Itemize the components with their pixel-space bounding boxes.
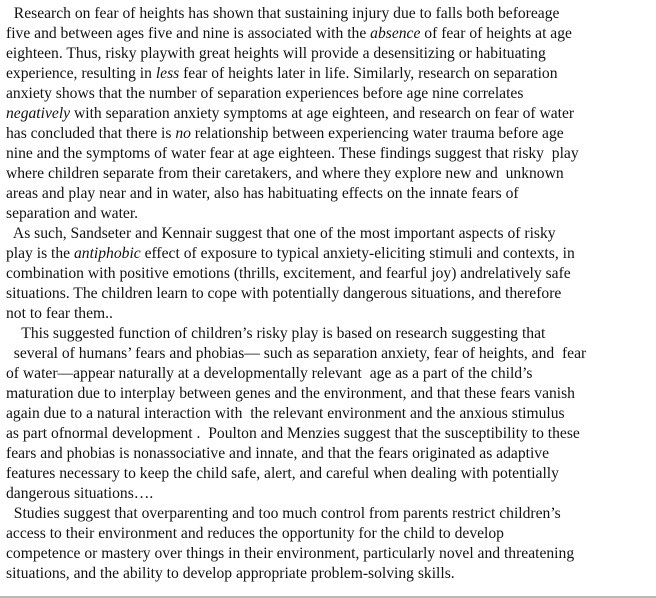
text-run: nine and the symptoms of water fear at age eighteen. These findings suggest that risky play	[6, 145, 579, 162]
text-run: access to their environment and reduces the opportunity for the child to develop	[6, 525, 504, 542]
text-run: situations. The children learn to cope with potentially dangerous situations, and therefore	[6, 285, 562, 302]
text-line	[6, 544, 574, 564]
text-run: maturation due to interplay between genes and the environment, and that these fears vanish	[6, 385, 575, 402]
emphasis-run: absence	[370, 25, 421, 42]
text-run: five and between ages five and nine is associated with the	[6, 25, 371, 42]
text-line	[6, 524, 504, 544]
text-run: again due to a natural interaction with the relevant environment and the anxious stimulus	[6, 405, 565, 422]
text-line	[6, 424, 580, 444]
text-line	[6, 304, 113, 324]
text-run: anxiety shows that the number of separation experiences before age nine correlates	[6, 85, 524, 102]
text-run: relationship between experiencing water trauma before age	[190, 125, 564, 142]
text-run: situations, and the ability to develop appropriate problem-solving skills.	[6, 565, 455, 582]
text-run: fear of heights later in life. Similarly, research on separation	[179, 65, 558, 82]
text-line	[6, 184, 519, 204]
text-run: where children separate from their caretakers, and where they explore new and unknown	[6, 165, 564, 182]
text-line	[6, 384, 575, 404]
text-run: with separation anxiety symptoms at age eighteen, and research on fear of water	[70, 105, 575, 122]
text-run: features necessary to keep the child safe, alert, and careful when dealing with potentially	[6, 465, 559, 482]
text-run: play is the	[6, 245, 74, 262]
text-run: separation and water.	[6, 205, 139, 222]
text-run: fears and phobias is nonassociative and innate, and that the fears originated as adaptive	[6, 445, 549, 462]
text-run: competence or mastery over things in their environment, particularly novel and threatening	[6, 545, 575, 562]
text-line	[6, 44, 546, 64]
text-line	[6, 284, 561, 304]
text-run: several of humans’ fears and phobias— such as separation anxiety, fear of heights, and fear	[6, 345, 587, 362]
emphasis-run: antiphobic	[74, 245, 141, 262]
text-line	[6, 84, 523, 104]
text-line	[6, 64, 558, 84]
text-line	[6, 344, 586, 364]
emphasis-run: negatively	[6, 105, 71, 122]
text-line	[6, 364, 533, 384]
text-line	[6, 464, 559, 484]
text-line	[6, 24, 572, 44]
emphasis-run: no	[175, 125, 191, 142]
text-line	[6, 204, 138, 224]
text-line	[6, 264, 571, 284]
text-line	[6, 244, 575, 264]
text-run: experience, resulting in	[6, 65, 156, 82]
text-line	[6, 4, 559, 24]
text-line	[6, 404, 565, 424]
text-run: not to fear them..	[6, 305, 113, 322]
text-line	[6, 504, 561, 524]
text-run: areas and play near and in water, also has habituating effects on the innate fears of	[6, 185, 519, 202]
text-run: As such, Sandseter and Kennair suggest that one of the most important aspects of risky	[6, 225, 556, 242]
text-run: Research on fear of heights has shown that sustaining injury due to falls both beforeage	[6, 5, 560, 22]
text-line	[6, 444, 549, 464]
text-line	[6, 484, 153, 504]
text-run: Studies suggest that overparenting and too much control from parents restrict children’s	[6, 505, 561, 522]
text-run: combination with positive emotions (thrills, excitement, and fearful joy) andrelatively safe	[6, 265, 571, 282]
text-run: has concluded that there is	[6, 125, 176, 142]
text-run: as part ofnormal development . Poulton and Menzies suggest that the susceptibility to these	[6, 425, 580, 442]
text-line	[6, 104, 574, 124]
text-run: This suggested function of children’s risky play is based on research suggesting that	[6, 325, 546, 342]
text-run: of fear of heights at age	[420, 25, 572, 42]
text-line	[6, 144, 579, 164]
text-line	[6, 564, 455, 584]
text-line	[6, 324, 545, 344]
text-run: of water—appear naturally at a developmentally relevant age as a part of the child’s	[6, 365, 533, 382]
text-line	[6, 164, 564, 184]
emphasis-run: less	[155, 65, 180, 82]
text-run: eighteen. Thus, risky playwith great heights will provide a desensitizing or habituating	[6, 45, 546, 62]
text-run: dangerous situations….	[6, 485, 154, 502]
text-run: effect of exposure to typical anxiety-eliciting stimuli and contexts, in	[140, 245, 575, 262]
text-line	[6, 124, 564, 144]
text-line	[6, 224, 556, 244]
